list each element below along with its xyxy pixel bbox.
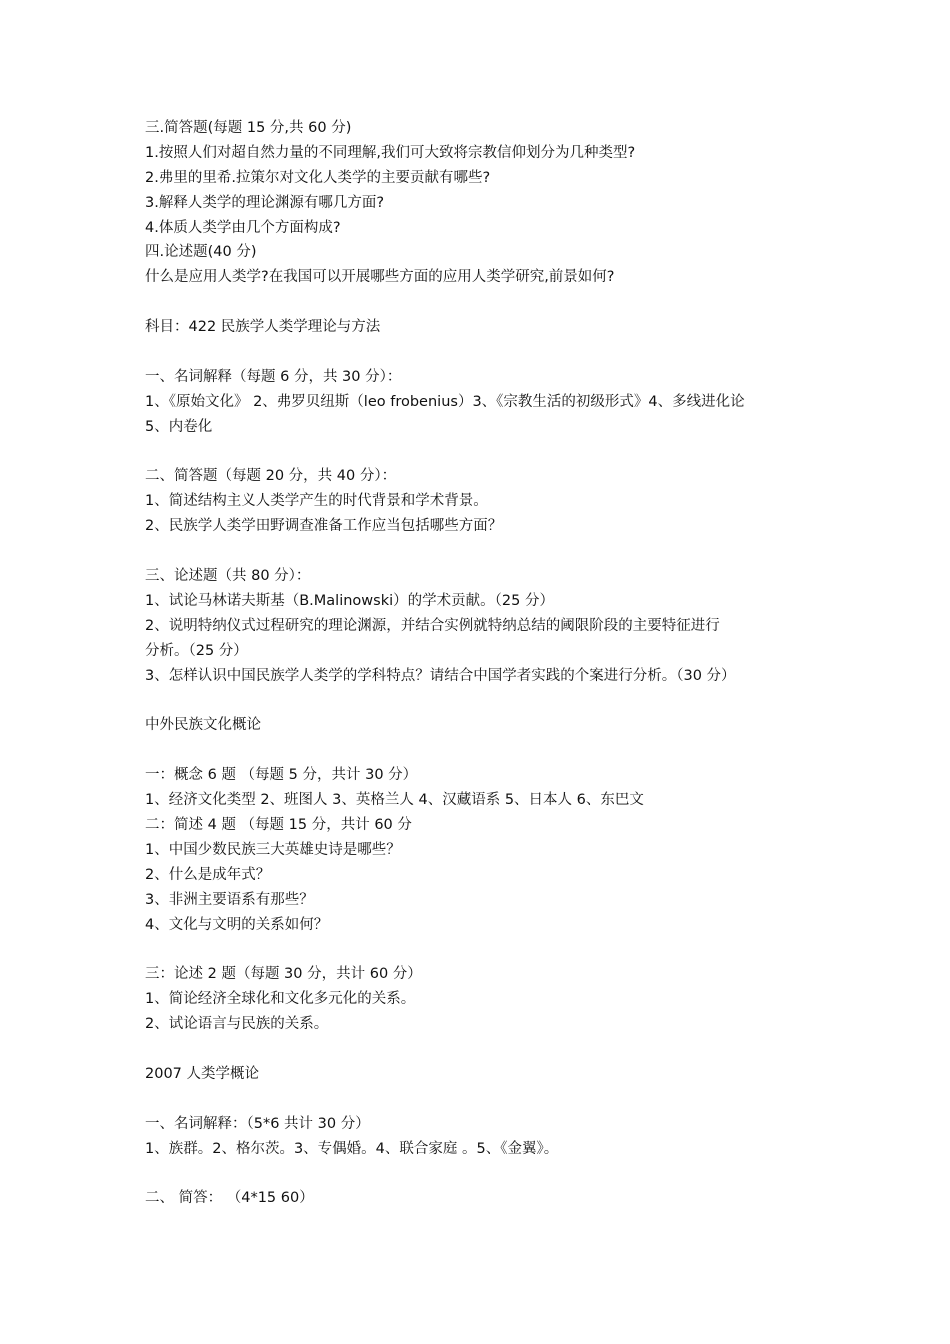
question-line: 4.体质人类学由几个方面构成? xyxy=(145,219,341,236)
blank-line xyxy=(145,340,825,365)
question-line: 1、中国少数民族三大英雄史诗是哪些？ xyxy=(145,841,401,858)
question-line: 4、文化与文明的关系如何？ xyxy=(145,916,329,933)
question-line: 2.弗里的里希.拉策尔对文化人类学的主要贡献有哪些? xyxy=(145,169,491,186)
question-line: 3、怎样认识中国民族学人类学的学科特点？请结合中国学者实践的个案进行分析。（30 分） xyxy=(145,667,736,684)
section-heading: 一：概念 6 题 （每题 5 分，共计 30 分） xyxy=(145,767,418,784)
blank-line xyxy=(145,440,825,465)
section-heading: 二：简述 4 题 （每题 15 分，共计 60 分 xyxy=(145,816,412,833)
question-line: 1、试论马林诺夫斯基（B.Malinowski）的学术贡献。（25 分） xyxy=(145,592,554,609)
question-line: 2、说明特纳仪式过程研究的理论渊源，并结合实例就特纳总结的阈限阶段的主要特征进行 xyxy=(145,617,720,634)
document-body xyxy=(145,116,825,1211)
question-line: 1.按照人们对超自然力量的不同理解,我们可大致将宗教信仰划分为几种类型? xyxy=(145,144,636,161)
question-line: 1、《原始文化》 2、弗罗贝纽斯（leo frobenius）3、《宗教生活的初级形式》4、多线进化论 xyxy=(145,393,745,410)
blank-line xyxy=(145,738,825,763)
section-heading: 一、名词解释：（5*6 共计 30 分） xyxy=(145,1115,370,1132)
question-line: 1、简述结构主义人类学产生的时代背景和学术背景。 xyxy=(145,493,488,510)
section-heading: 一、名词解释（每题 6 分，共 30 分）： xyxy=(145,368,402,385)
section-heading: 四.论述题(40 分) xyxy=(145,244,257,261)
question-line: 2、什么是成年式？ xyxy=(145,866,271,883)
blank-line xyxy=(145,539,825,564)
question-line: 2、试论语言与民族的关系。 xyxy=(145,1016,329,1033)
question-line: 1、经济文化类型 2、班图人 3、英格兰人 4、汉藏语系 5、日本人 6、东巴文 xyxy=(145,792,644,809)
section-heading: 三：论述 2 题（每题 30 分，共计 60 分） xyxy=(145,966,422,983)
blank-line xyxy=(145,1087,825,1112)
question-line: 1、族群。2、格尔茨。3、专偶婚。4、联合家庭 。5、《金翼》。 xyxy=(145,1140,559,1157)
section-heading: 二、简答题（每题 20 分，共 40 分）： xyxy=(145,468,397,485)
question-line: 1、简论经济全球化和文化多元化的关系。 xyxy=(145,991,416,1008)
section-heading: 三、论述题（共 80 分）： xyxy=(145,568,311,585)
question-line: 3.解释人类学的理论渊源有哪几方面? xyxy=(145,194,385,211)
question-line: 2、民族学人类学田野调查准备工作应当包括哪些方面？ xyxy=(145,518,503,535)
subject-title: 中外民族文化概论 xyxy=(145,717,261,734)
blank-line xyxy=(145,1037,825,1062)
section-heading: 三.简答题(每题 15 分,共 60 分) xyxy=(145,120,352,136)
question-line: 什么是应用人类学?在我国可以开展哪些方面的应用人类学研究,前景如何? xyxy=(145,269,615,286)
section-heading: 二、 简答： （4*15 60） xyxy=(145,1190,314,1207)
question-line: 3、非洲主要语系有那些？ xyxy=(145,891,314,908)
blank-line xyxy=(145,1161,825,1186)
blank-line xyxy=(145,937,825,962)
question-line: 5、内卷化 xyxy=(145,418,213,435)
blank-line xyxy=(145,688,825,713)
question-line: 分析。（25 分） xyxy=(145,642,248,659)
subject-title: 2007 人类学概论 xyxy=(145,1065,260,1082)
blank-line xyxy=(145,290,825,315)
subject-title: 科目：422 民族学人类学理论与方法 xyxy=(145,319,381,336)
